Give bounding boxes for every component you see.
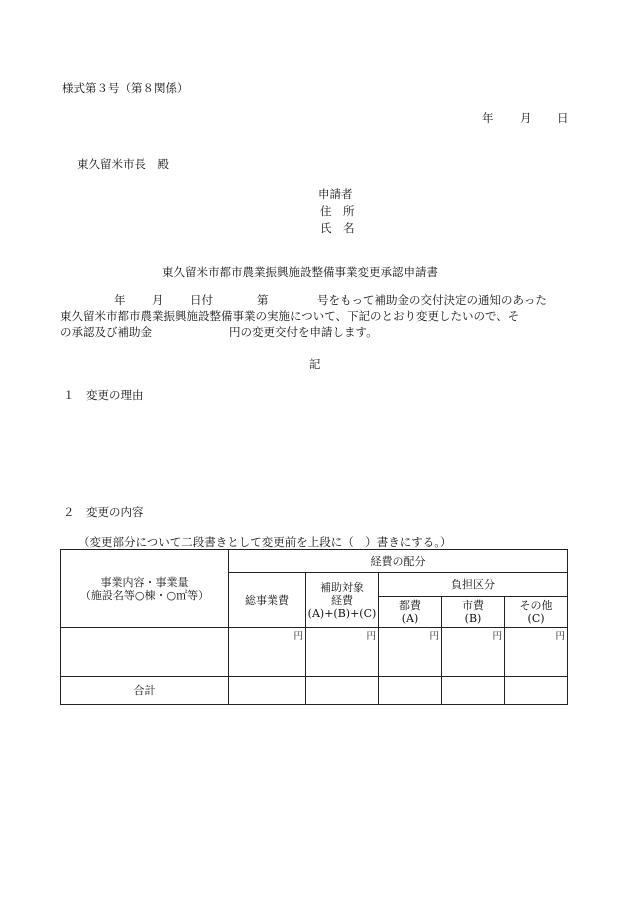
city-share-total — [442, 677, 505, 705]
table-note: （変更部分について二段書きとして変更前を上段に（ ）書きにする。） — [78, 535, 452, 549]
form-number: 様式第３号（第８関係） — [62, 81, 189, 95]
tokyo-share-total — [379, 677, 442, 705]
body-line3-b: 円の変更交付を申請します。 — [229, 325, 378, 339]
expense-allocation-header: 経費の配分 — [229, 550, 568, 573]
city-share-label: 市費 — [462, 599, 484, 612]
tokyo-share-code: (A) — [401, 612, 419, 625]
date-month-label: 月 — [520, 111, 532, 125]
section-2-number: ２ — [63, 505, 75, 519]
other-share-yen: 円 — [505, 628, 568, 677]
tokyo-share-label: 都費 — [399, 599, 421, 612]
other-share-total — [505, 677, 568, 705]
subsidy-header-line3: (A)+(B)+(C) — [307, 606, 377, 620]
item-header-cell — [61, 550, 229, 628]
body-line1-rest: 号をもって補助金の交付決定の通知のあった — [317, 293, 547, 307]
tokyo-share-yen: 円 — [379, 628, 442, 677]
body-line2: 東久留米市都市農業振興施設整備事業の実施について、下記のとおり変更したいので、そ — [60, 309, 520, 323]
body-number-label: 第 — [257, 293, 269, 307]
other-share-code: (C) — [527, 612, 545, 625]
ki-label: 記 — [309, 357, 321, 371]
addressee: 東久留米市長 殿 — [77, 157, 169, 171]
city-share-header — [442, 597, 505, 628]
other-share-header — [505, 597, 568, 628]
burden-division-header: 負担区分 — [379, 573, 568, 597]
table-row — [61, 628, 568, 677]
tokyo-share-header — [379, 597, 442, 628]
total-cost-header: 総事業費 — [229, 573, 306, 628]
section-1-title: 変更の理由 — [86, 388, 144, 402]
city-share-code: (B) — [464, 612, 482, 625]
section-1-number: １ — [63, 388, 75, 402]
applicant-title: 申請者 — [318, 187, 353, 201]
body-date: 日付 — [190, 293, 213, 307]
total-row — [61, 677, 568, 705]
total-label: 合計 — [61, 677, 229, 705]
item-header-line2: （施設名等○棟・○㎡等） — [79, 588, 210, 602]
total-cost-total — [229, 677, 306, 705]
subsidy-yen: 円 — [306, 628, 379, 677]
subsidy-total — [306, 677, 379, 705]
total-cost-yen: 円 — [229, 628, 306, 677]
date-day-label: 日 — [557, 111, 569, 125]
item-entry-cell — [61, 628, 229, 677]
applicant-address-label: 住 所 — [320, 204, 355, 218]
date-year-label: 年 — [482, 111, 494, 125]
applicant-name-label: 氏 名 — [320, 221, 355, 235]
city-share-yen: 円 — [442, 628, 505, 677]
body-year: 年 — [114, 293, 126, 307]
expense-table — [60, 549, 568, 705]
body-month: 月 — [152, 293, 164, 307]
subsidy-header-line1: 補助対象 — [320, 580, 364, 594]
subsidy-header-cell — [306, 573, 379, 628]
subsidy-header-line2: 経費 — [331, 593, 353, 607]
item-header-line1: 事業内容・事業量 — [100, 575, 189, 589]
document-title: 東久留米市都市農業振興施設整備事業変更承認申請書 — [162, 265, 438, 279]
other-share-label: その他 — [519, 599, 553, 612]
body-line3-a: の承認及び補助金 — [60, 325, 152, 339]
section-2-title: 変更の内容 — [86, 505, 144, 519]
